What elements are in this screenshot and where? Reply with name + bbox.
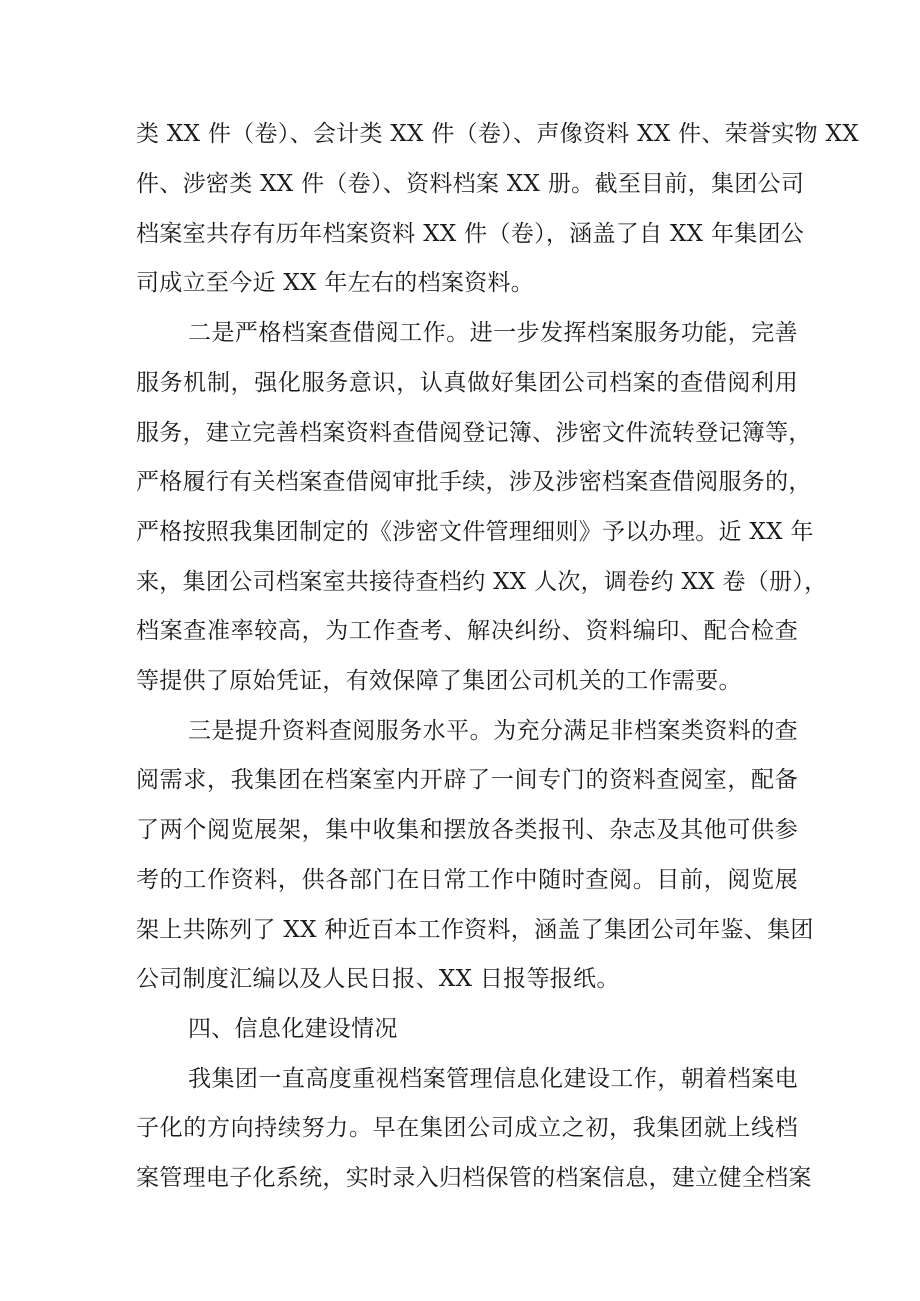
body-text-line: 服务机制，强化服务意识，认真做好集团公司档案的查借阅利用 xyxy=(136,370,798,396)
body-text-line: 子化的方向持续努力。早在集团公司成立之初，我集团就上线档 xyxy=(136,1115,798,1141)
body-text-line: 件、涉密类 XX 件（卷）、资料档案 XX 册。截至目前，集团公司 xyxy=(136,171,805,197)
body-text-line: 服务，建立完善档案资料查借阅登记簿、涉密文件流转登记簿等， xyxy=(136,420,812,446)
body-text-line: 等提供了原始凭证，有效保障了集团公司机关的工作需要。 xyxy=(136,668,742,694)
body-text-line: 了两个阅览展架，集中收集和摆放各类报刊、杂志及其他可供参 xyxy=(136,817,798,843)
body-text-line: 案管理电子化系统，实时录入归档保管的档案信息，建立健全档案 xyxy=(136,1165,812,1191)
body-text-line: 公司制度汇编以及人民日报、XX 日报等报纸。 xyxy=(136,966,620,992)
body-text-line: 阅需求，我集团在档案室内开辟了一间专门的资料查阅室，配备 xyxy=(136,767,798,793)
body-text-line: 严格履行有关档案查借阅审批手续，涉及涉密档案查借阅服务的， xyxy=(136,469,812,495)
body-text-line: 司成立至今近 XX 年左右的档案资料。 xyxy=(136,270,535,296)
paragraph-first-line: 三是提升资料查阅服务水平。为充分满足非档案类资料的查 xyxy=(188,718,798,744)
paragraph-first-line: 我集团一直高度重视档案管理信息化建设工作，朝着档案电 xyxy=(188,1066,798,1092)
section-heading: 四、信息化建设情况 xyxy=(188,1016,398,1042)
body-text-line: 严格按照我集团制定的《涉密文件管理细则》予以办理。近 XX 年 xyxy=(136,519,814,545)
body-text-line: 类 XX 件（卷）、会计类 XX 件（卷）、声像资料 XX 件、荣誉实物 XX xyxy=(136,121,859,147)
body-text-line: 档案室共存有历年档案资料 XX 件（卷），涵盖了自 XX 年集团公 xyxy=(136,221,805,247)
body-text-line: 档案查准率较高，为工作查考、解决纠纷、资料编印、配合检查 xyxy=(136,618,798,644)
paragraph-first-line: 二是严格档案查借阅工作。进一步发挥档案服务功能，完善 xyxy=(188,320,798,346)
body-text-line: 架上共陈列了 XX 种近百本工作资料，涵盖了集团公司年鉴、集团 xyxy=(136,917,814,943)
body-text-line: 来，集团公司档案室共接待查档约 XX 人次，调卷约 XX 卷（册）， xyxy=(136,569,828,595)
body-text-line: 考的工作资料，供各部门在日常工作中随时查阅。目前，阅览展 xyxy=(136,867,798,893)
